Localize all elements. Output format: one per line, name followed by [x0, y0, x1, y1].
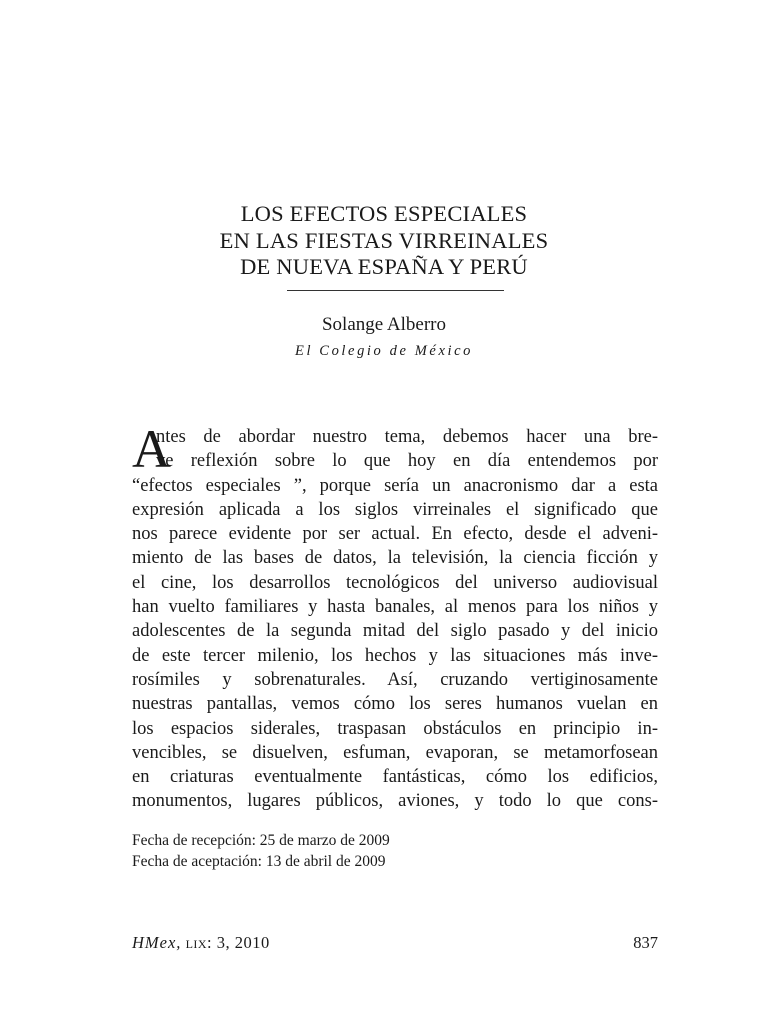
body-line: ntes de abordar nuestro tema, debemos hacer una bre- — [156, 427, 658, 447]
page-number: 837 — [633, 933, 658, 952]
body-line: el cine, los desarrollos tecnológicos del universo audiovisual — [132, 572, 658, 593]
article-body — [132, 419, 658, 814]
body-line: adolescentes de la segunda mitad del siglo pasado y del inicio — [132, 621, 658, 642]
title-line-1: LOS EFECTOS ESPECIALES — [240, 201, 528, 226]
title-line-3: DE NUEVA ESPAÑA Y PERÚ — [240, 254, 528, 279]
author-name: Solange Alberro — [321, 314, 446, 335]
journal-volume: lix: 3, 2010 — [185, 933, 270, 952]
body-line: monumentos, lugares públicos, aviones, y todo lo que cons- — [132, 791, 658, 812]
body-line: ve reflexión sobre lo que hoy en día entendemos por — [156, 451, 658, 472]
article-dates — [132, 830, 390, 872]
body-line: han vuelto familiares y hasta banales, al menos para los niños y — [132, 597, 658, 618]
article-title — [0, 201, 768, 281]
body-line: en criaturas eventualmente fantásticas, cómo los edificios, — [132, 767, 658, 788]
body-line: nuestras pantallas, vemos cómo los seres humanos vuelan en — [132, 694, 658, 715]
journal-citation — [132, 933, 270, 953]
body-line: expresión aplicada a los siglos virreinales el significado que — [132, 499, 658, 520]
title-line-2: EN LAS FIESTAS VIRREINALES — [219, 227, 549, 253]
drop-cap: A — [132, 419, 171, 479]
body-line: miento de las bases de datos, la televisión, la ciencia ficción y — [132, 548, 658, 569]
received-date: Fecha de recepción: 25 de marzo de 2009 — [132, 832, 390, 849]
title-divider — [287, 290, 504, 291]
body-line: de este tercer milenio, los hechos y las situaciones más inve- — [132, 645, 658, 666]
author-affiliation: El Colegio de México — [294, 343, 474, 359]
body-line: rosímiles y sobrenaturales. Así, cruzando vertiginosamente — [132, 669, 658, 690]
accepted-date: Fecha de aceptación: 13 de abril de 2009 — [132, 853, 386, 870]
journal-name: HMex, — [132, 933, 182, 952]
body-line: “efectos especiales ”, porque sería un anacronismo dar a esta — [132, 475, 658, 496]
body-line: vencibles, se disuelven, esfuman, evaporan, se metamorfosean — [132, 742, 658, 763]
body-line: los espacios siderales, traspasan obstáculos en principio in- — [132, 718, 658, 739]
body-line: nos parece evidente por ser actual. En efecto, desde el adveni- — [132, 524, 658, 545]
